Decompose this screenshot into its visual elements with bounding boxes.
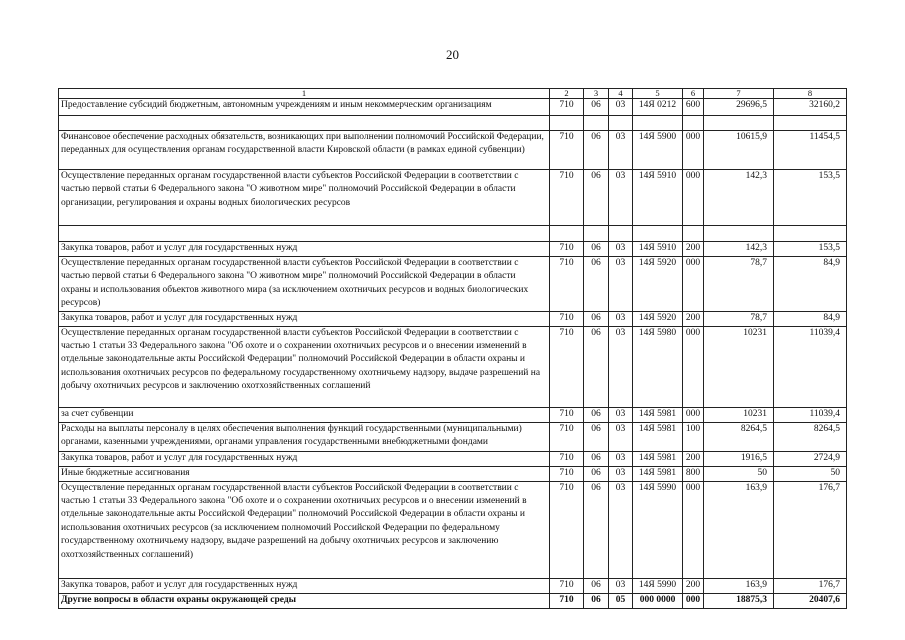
- row-description: Осуществление переданных органам государственной власти субъектов Российской Федерации в соответствии с частью 1 статьи 33 Федерального закона "Об охоте и о сохранении охотничьих ресурсов и о внесении изменений в отдельные законодательные акты Российской Федерации" полномочий Российской Федерации в области охраны и использования охотничьих ресурсов по федеральному государственному охотничьему надзору, выдаче разрешений на добычу охотничьих ресурсов и заключению охотхозяйственных соглашений: [59, 326, 550, 407]
- row-value-c6: 600: [683, 99, 704, 116]
- header-cell: 3: [584, 89, 609, 99]
- row-value-c8: 11039,4: [774, 407, 847, 422]
- spacer-cell: [683, 226, 704, 242]
- row-value-c7: 163,9: [704, 578, 774, 593]
- row-value-c5: 14Я 5981: [633, 422, 683, 451]
- row-value-c8: 153,5: [774, 242, 847, 257]
- row-value-c4: 03: [609, 131, 633, 170]
- row-value-c7: 142,3: [704, 170, 774, 226]
- row-value-c7: 163,9: [704, 481, 774, 578]
- table-row: [59, 422, 847, 451]
- budget-table: [58, 88, 847, 609]
- row-value-c7: 10615,9: [704, 131, 774, 170]
- row-value-c2: 710: [550, 170, 584, 226]
- row-value-c8: 32160,2: [774, 99, 847, 116]
- row-value-c6: 800: [683, 466, 704, 481]
- row-value-c7: 1916,5: [704, 451, 774, 466]
- spacer-cell: [704, 226, 774, 242]
- row-value-c8: 50: [774, 466, 847, 481]
- row-value-c7: 29696,5: [704, 99, 774, 116]
- spacer-cell: [704, 116, 774, 131]
- row-description: Закупка товаров, работ и услуг для государственных нужд: [59, 311, 550, 326]
- row-value-c3: 06: [584, 451, 609, 466]
- row-value-c4: 03: [609, 422, 633, 451]
- row-value-c4: 03: [609, 311, 633, 326]
- row-value-c5: 14Я 5920: [633, 311, 683, 326]
- row-value-c5: 14Я 5990: [633, 481, 683, 578]
- table-row: [59, 481, 847, 578]
- spacer-cell: [59, 116, 550, 131]
- row-description: Расходы на выплаты персоналу в целях обеспечения выполнения функций государственными (муниципальными) органами, казенными учреждениями, органами управления государственными внебюджетными фондами: [59, 422, 550, 451]
- row-value-c2: 710: [550, 422, 584, 451]
- spacer-cell: [774, 116, 847, 131]
- table-row: [59, 170, 847, 226]
- spacer-row: [59, 226, 847, 242]
- row-value-c5: 14Я 5981: [633, 451, 683, 466]
- row-value-c3: 06: [584, 466, 609, 481]
- row-value-c8: 2724,9: [774, 451, 847, 466]
- row-value-c4: 03: [609, 407, 633, 422]
- row-value-c8: 11454,5: [774, 131, 847, 170]
- header-cell: 7: [704, 89, 774, 99]
- row-value-c5: 14Я 5920: [633, 257, 683, 312]
- spacer-cell: [584, 226, 609, 242]
- row-value-c6: 200: [683, 578, 704, 593]
- row-value-c6: 000: [683, 593, 704, 608]
- header-row: [59, 89, 847, 99]
- row-value-c4: 05: [609, 593, 633, 608]
- row-value-c7: 18875,3: [704, 593, 774, 608]
- row-description: Другие вопросы в области охраны окружающей среды: [59, 593, 550, 608]
- row-value-c3: 06: [584, 578, 609, 593]
- table-row: [59, 466, 847, 481]
- row-value-c4: 03: [609, 99, 633, 116]
- row-description: Финансовое обеспечение расходных обязательств, возникающих при выполнении полномочий Российской Федерации, переданных для осуществления органам государственной власти Кировской области (в рамках единой субвенции): [59, 131, 550, 170]
- spacer-cell: [633, 226, 683, 242]
- row-value-c7: 50: [704, 466, 774, 481]
- row-value-c5: 14Я 0212: [633, 99, 683, 116]
- row-value-c3: 06: [584, 311, 609, 326]
- row-description: Осуществление переданных органам государственной власти субъектов Российской Федерации в соответствии с частью первой статьи 6 Федерального закона "О животном мире" полномочий Российской Федерации в области организации, регулирования и охраны водных биологических ресурсов: [59, 170, 550, 226]
- row-description: Осуществление переданных органам государственной власти субъектов Российской Федерации в соответствии с частью первой статьи 6 Федерального закона "О животном мире" полномочий Российской Федерации в области охраны и использования объектов животного мира (за исключением охотничьих ресурсов и водных биологических ресурсов): [59, 257, 550, 312]
- table-row: [59, 326, 847, 407]
- row-value-c3: 06: [584, 326, 609, 407]
- row-value-c6: 200: [683, 242, 704, 257]
- table-row: [59, 311, 847, 326]
- row-value-c2: 710: [550, 131, 584, 170]
- row-value-c8: 8264,5: [774, 422, 847, 451]
- row-value-c2: 710: [550, 593, 584, 608]
- row-value-c7: 78,7: [704, 257, 774, 312]
- row-description: Иные бюджетные ассигнования: [59, 466, 550, 481]
- row-value-c4: 03: [609, 326, 633, 407]
- row-value-c3: 06: [584, 257, 609, 312]
- row-value-c5: 14Я 5980: [633, 326, 683, 407]
- row-description: Закупка товаров, работ и услуг для государственных нужд: [59, 242, 550, 257]
- row-value-c6: 000: [683, 481, 704, 578]
- row-value-c4: 03: [609, 257, 633, 312]
- spacer-row: [59, 116, 847, 131]
- row-value-c8: 20407,6: [774, 593, 847, 608]
- row-description: Закупка товаров, работ и услуг для государственных нужд: [59, 578, 550, 593]
- spacer-cell: [683, 116, 704, 131]
- header-cell: 5: [633, 89, 683, 99]
- row-value-c8: 176,7: [774, 481, 847, 578]
- row-value-c7: 10231: [704, 326, 774, 407]
- spacer-cell: [550, 116, 584, 131]
- row-value-c2: 710: [550, 481, 584, 578]
- header-cell: 6: [683, 89, 704, 99]
- row-value-c2: 710: [550, 326, 584, 407]
- spacer-cell: [584, 116, 609, 131]
- row-value-c4: 03: [609, 242, 633, 257]
- table-row: [59, 407, 847, 422]
- row-value-c8: 11039,4: [774, 326, 847, 407]
- header-cell: 8: [774, 89, 847, 99]
- row-value-c8: 176,7: [774, 578, 847, 593]
- spacer-cell: [550, 226, 584, 242]
- row-value-c4: 03: [609, 170, 633, 226]
- row-value-c6: 000: [683, 131, 704, 170]
- row-value-c4: 03: [609, 451, 633, 466]
- row-value-c3: 06: [584, 481, 609, 578]
- row-description: Осуществление переданных органам государственной власти субъектов Российской Федерации в соответствии с частью 1 статьи 33 Федерального закона "Об охоте и о сохранении охотничьих ресурсов и о внесении изменений в отдельные законодательные акты Российской Федерации" полномочий Российской Федерации в области охраны и использования охотничьих ресурсов (за исключением полномочий Российской Федерации по федеральному государственному охотничьему надзору, выдаче разрешений на добычу охотничьих ресурсов и заключению охотхозяйственных соглашений): [59, 481, 550, 578]
- table-row: [59, 131, 847, 170]
- row-value-c7: 142,3: [704, 242, 774, 257]
- row-value-c2: 710: [550, 242, 584, 257]
- row-value-c8: 84,9: [774, 257, 847, 312]
- table-row: [59, 451, 847, 466]
- row-value-c2: 710: [550, 578, 584, 593]
- table-row: [59, 257, 847, 312]
- spacer-cell: [609, 226, 633, 242]
- row-value-c5: 14Я 5910: [633, 170, 683, 226]
- row-value-c5: 14Я 5910: [633, 242, 683, 257]
- row-value-c6: 200: [683, 451, 704, 466]
- spacer-cell: [774, 226, 847, 242]
- row-value-c3: 06: [584, 407, 609, 422]
- row-value-c3: 06: [584, 242, 609, 257]
- row-value-c2: 710: [550, 407, 584, 422]
- row-description: Предоставление субсидий бюджетным, автономным учреждениям и иным некоммерческим организациям: [59, 99, 550, 116]
- row-value-c5: 14Я 5981: [633, 466, 683, 481]
- row-value-c3: 06: [584, 131, 609, 170]
- row-value-c2: 710: [550, 257, 584, 312]
- spacer-cell: [609, 116, 633, 131]
- table-row: [59, 99, 847, 116]
- table-row: [59, 578, 847, 593]
- row-value-c8: 84,9: [774, 311, 847, 326]
- header-cell: 4: [609, 89, 633, 99]
- row-value-c3: 06: [584, 422, 609, 451]
- row-value-c5: 14Я 5981: [633, 407, 683, 422]
- row-value-c4: 03: [609, 466, 633, 481]
- row-value-c6: 200: [683, 311, 704, 326]
- header-cell: 2: [550, 89, 584, 99]
- row-description: за счет субвенции: [59, 407, 550, 422]
- spacer-cell: [633, 116, 683, 131]
- row-value-c6: 000: [683, 170, 704, 226]
- header-cell: 1: [59, 89, 550, 99]
- row-value-c2: 710: [550, 311, 584, 326]
- row-value-c6: 000: [683, 407, 704, 422]
- row-value-c6: 100: [683, 422, 704, 451]
- table-row: [59, 242, 847, 257]
- row-value-c2: 710: [550, 451, 584, 466]
- row-value-c6: 000: [683, 326, 704, 407]
- row-value-c5: 14Я 5990: [633, 578, 683, 593]
- row-value-c3: 06: [584, 99, 609, 116]
- row-value-c7: 10231: [704, 407, 774, 422]
- row-value-c3: 06: [584, 593, 609, 608]
- row-value-c5: 000 0000: [633, 593, 683, 608]
- row-value-c4: 03: [609, 481, 633, 578]
- row-value-c5: 14Я 5900: [633, 131, 683, 170]
- page-number: 20: [446, 47, 459, 62]
- spacer-cell: [59, 226, 550, 242]
- row-value-c8: 153,5: [774, 170, 847, 226]
- row-value-c7: 78,7: [704, 311, 774, 326]
- row-value-c2: 710: [550, 466, 584, 481]
- row-value-c7: 8264,5: [704, 422, 774, 451]
- table-row: [59, 593, 847, 608]
- row-value-c3: 06: [584, 170, 609, 226]
- row-value-c4: 03: [609, 578, 633, 593]
- row-description: Закупка товаров, работ и услуг для государственных нужд: [59, 451, 550, 466]
- row-value-c6: 000: [683, 257, 704, 312]
- row-value-c2: 710: [550, 99, 584, 116]
